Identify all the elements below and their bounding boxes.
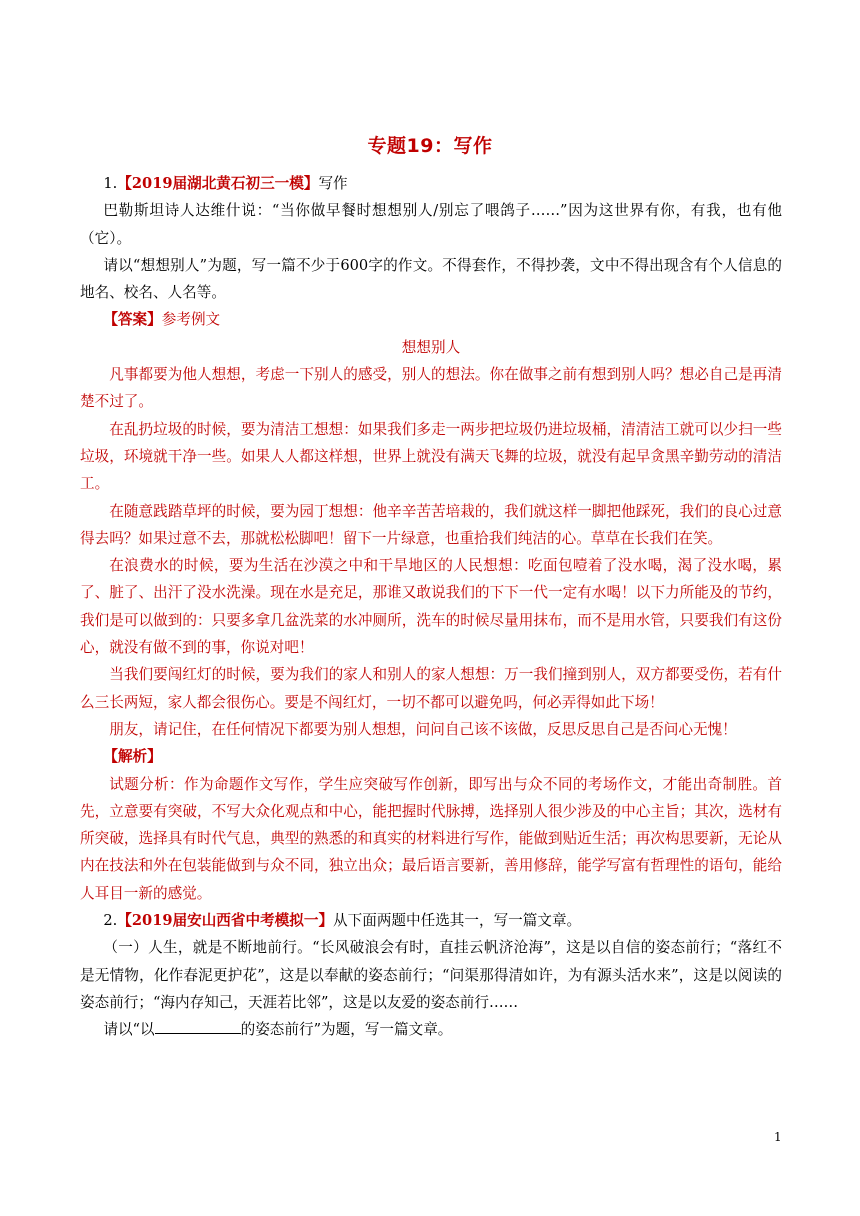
answer-heading bbox=[80, 306, 782, 333]
page-content bbox=[80, 170, 782, 1044]
answer-label: 参考例文 bbox=[161, 311, 221, 329]
question-1-requirement: 请以“想想别人”为题，写一篇不少于600字的作文。不得套作，不得抄袭，文中不得出现含有个人信息的地名、校名、人名等。 bbox=[80, 256, 782, 302]
essay-paragraph: 朋友，请记住，在任何情况下都要为别人想想，问问自己该不该做，反思反思自己是否问心无愧！ bbox=[109, 720, 737, 738]
essay-paragraph: 在随意践踏草坪的时候，要为园丁想想：他辛辛苦苦培栽的，我们就这样一脚把他踩死，我们的良心过意得去吗？如果过意不去，那就松松脚吧！留下一片绿意，也重拾我们纯洁的心。草草在长我们在笑。 bbox=[80, 502, 782, 547]
essay-title: 想想别人 bbox=[401, 338, 461, 356]
instruction-suffix: 的姿态前行”为题，写一篇文章。 bbox=[240, 1021, 453, 1039]
question-label: 写作 bbox=[318, 175, 348, 192]
page-number: 1 bbox=[774, 1130, 782, 1144]
question-source: 【2019届湖北黄石初三一模】 bbox=[117, 175, 319, 192]
analysis-tag: 【解析】 bbox=[103, 748, 162, 766]
question-number: 1. bbox=[103, 175, 118, 192]
question-source: 【2019届安山西省中考模拟一】 bbox=[117, 912, 334, 930]
essay-paragraph: 在乱扔垃圾的时候，要为清洁工想想：如果我们多走一两步把垃圾仍进垃圾桶，清清洁工就可以少扫一些垃圾，环境就干净一些。如果人人都这样想，世界上就没有满天飞舞的垃圾，就没有起早贪黑辛勤劳动的清洁工。 bbox=[80, 420, 782, 493]
question-number: 2. bbox=[103, 912, 118, 930]
question-2-heading bbox=[80, 907, 782, 934]
question-1-heading bbox=[80, 170, 782, 197]
essay-paragraph: 当我们要闯红灯的时候，要为我们的家人和别人的家人想想：万一我们撞到别人，双方都要受伤，若有什么三长两短，家人都会很伤心。要是不闯红灯，一切不都可以避免吗，何必弄得如此下场！ bbox=[80, 666, 782, 711]
essay-paragraph: 在浪费水的时候，要为生活在沙漠之中和干旱地区的人民想想：吃面包噎着了没水喝，渴了没水喝，累了、脏了、出汗了没水洗澡。现在水是充足，那谁又敢说我们的下下一代一定有水喝！以下力所能及的节约，我们是可以做到的：只要多拿几盆洗菜的水冲厕所，洗车的时候尽量用抹布，而不是用水管，只要我们有这份心，就没有做不到的事，你说对吧！ bbox=[80, 557, 782, 657]
question-2-instruction bbox=[80, 1016, 782, 1043]
analysis-text: 试题分析：作为命题作文写作，学生应突破写作创新，即写出与众不同的考场作文，才能出奇制胜。首先，立意要有突破，不写大众化观点和中心，能把握时代脉搏，选择别人很少涉及的中心主旨；其次，选材有所突破，选择具有时代气息，典型的熟悉的和真实的材料进行写作，能做到贴近生活；再次构思要新，无论从内在技法和外在包装能做到与众不同，独立出众；最后语言要新，善用修辞，能学写富有哲理性的语句，能给人耳目一新的感觉。 bbox=[80, 775, 782, 902]
question-2-option-1: （一）人生，就是不断地前行。“长风破浪会有时，直挂云帆济沧海”，这是以自信的姿态前行；“落红不是无情物，化作春泥更护花”，这是以奉献的姿态前行；“问渠那得清如许，为有源头活水来”，这是以阅读的姿态前行；“海内存知己，天涯若比邻”，这是以友爱的姿态前行…… bbox=[80, 939, 782, 1011]
fill-in-blank bbox=[155, 1018, 241, 1034]
instruction-prefix: 请以“以 bbox=[103, 1021, 155, 1039]
question-1-prompt: 巴勒斯坦诗人达维什说：“当你做早餐时想想别人/别忘了喂鸽子……”因为这世界有你，有我，也有他（它）。 bbox=[80, 202, 782, 247]
answer-tag: 【答案】 bbox=[103, 311, 162, 329]
question-intro: 从下面两题中任选其一，写一篇文章。 bbox=[333, 912, 582, 930]
page-title: 专题19：写作 bbox=[367, 135, 493, 157]
essay-paragraph: 凡事都要为他人想想，考虑一下别人的感受，别人的想法。你在做事之前有想到别人吗？想必自己是再清楚不过了。 bbox=[80, 366, 782, 411]
